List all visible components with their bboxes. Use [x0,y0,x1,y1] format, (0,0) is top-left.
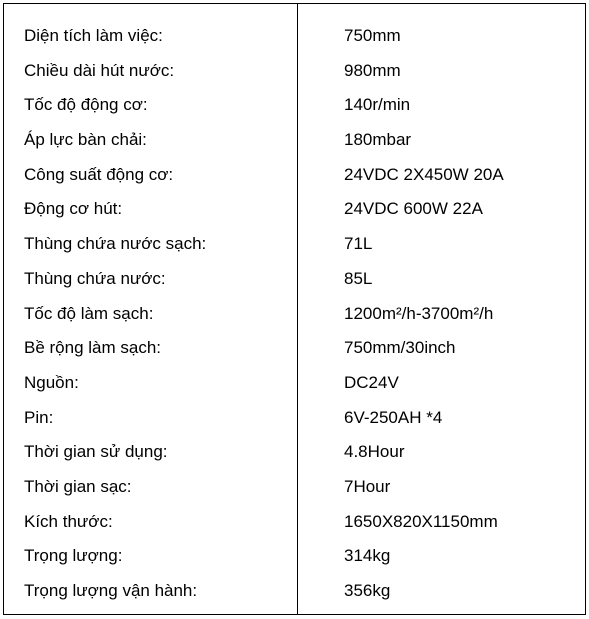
spec-table [3,3,586,615]
spec-row-weight [4,539,585,574]
spec-label: Thời gian sạc: [24,476,132,496]
spec-row-working-area [4,19,585,54]
spec-row-brush-pressure [4,123,585,158]
spec-row-dimensions [4,505,585,540]
spec-row-water-tank [4,262,585,297]
spec-row-suction-motor [4,192,585,227]
spec-row-motor-power [4,158,585,193]
spec-row-power-source [4,366,585,401]
spec-value: 1650X820X1150mm [344,511,498,531]
spec-label: Tốc độ làm sạch: [24,303,154,323]
spec-label: Trọng lượng: [24,546,123,566]
spec-value: 356kg [344,581,391,600]
spec-label: Bề rộng làm sạch: [24,338,162,358]
spec-value: 4.8Hour [344,442,405,462]
spec-label: Thời gian sử dụng: [24,442,168,462]
spec-row-charging-time [4,470,585,505]
spec-label: Thùng chứa nước sạch: [24,234,207,254]
spec-row-motor-speed [4,88,585,123]
spec-label: Chiều dài hút nước: [24,60,175,80]
spec-value: 24VDC 600W 22A [344,199,483,219]
spec-label: Áp lực bàn chải: [24,130,147,150]
spec-value: 750mm/30inch [344,338,456,358]
spec-label: Kích thước: [24,511,113,531]
spec-row-operating-weight [4,574,585,609]
spec-row-cleaning-width [4,331,585,366]
spec-value: 1200m²/h-3700m²/h [344,303,494,323]
spec-value: 314kg [344,546,391,566]
spec-value: 140r/min [344,95,411,115]
spec-row-suction-length [4,54,585,89]
spec-row-cleaning-speed [4,297,585,332]
spec-label: Thùng chứa nước: [24,268,166,288]
spec-value: 7Hour [344,476,391,496]
spec-row-clean-water-tank [4,227,585,262]
spec-label: Công suất động cơ: [24,164,174,184]
spec-value: 980mm [344,60,401,80]
spec-label: Tốc độ động cơ: [24,95,148,115]
spec-value: DC24V [344,372,399,392]
spec-label: Diện tích làm việc: [24,26,163,45]
spec-label: Nguồn: [24,372,79,392]
spec-value: 6V-250AH *4 [344,407,443,427]
spec-label: Trọng lượng vận hành: [24,581,198,600]
spec-label: Pin: [24,407,54,427]
spec-value: 180mbar [344,130,412,150]
spec-row-runtime [4,435,585,470]
spec-value: 85L [344,268,373,288]
spec-value: 71L [344,234,373,254]
spec-value: 750mm [344,26,401,45]
spec-label: Động cơ hút: [24,199,123,219]
spec-value: 24VDC 2X450W 20A [344,164,504,184]
spec-rows [4,19,585,609]
spec-row-battery [4,401,585,436]
